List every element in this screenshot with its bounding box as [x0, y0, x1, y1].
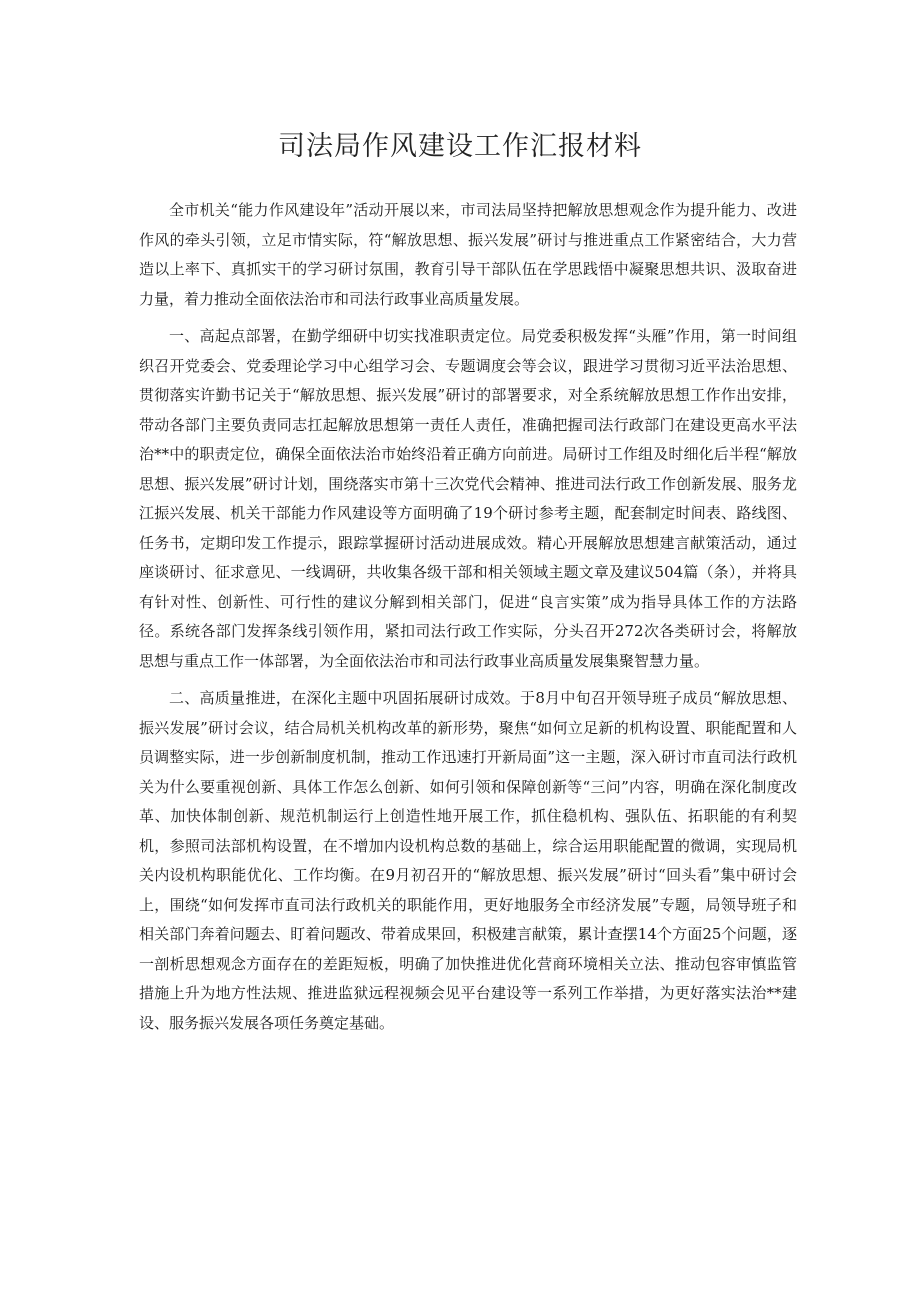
intro-paragraph: 全市机关“能力作风建设年”活动开展以来，市司法局坚持把解放思想观念作为提升能力、改进作风的牵头引领，立足市情实际，符“解放思想、振兴发展”研讨与推进重点工作紧密结合，大力营造以上率下、真抓实干的学习研讨氛围，教育引导干部队伍在学思践悟中凝聚思想共识、汲取奋进力量，着力推动全面依法治市和司法行政事业高质量发展。	[139, 201, 797, 308]
document-title: 司法局作风建设工作汇报材料	[278, 131, 642, 162]
document-body	[139, 196, 797, 1046]
section-two-paragraph: 二、高质量推进，在深化主题中巩固拓展研讨成效。于8月中旬召开领导班子成员“解放思想、振兴发展”研讨会议，结合局机关机构改革的新形势，聚焦“如何立足新的机构设置、职能配置和人员调整实际，进一步创新制度机制，推动工作迅速打开新局面”这一主题，深入研讨市直司法行政机关为什么要重视创新、具体工作怎么创新、如何引领和保障创新等“三问”内容，明确在深化制度改革、加快体制创新、规范机制运行上创造性地开展工作，抓住稳机构、强队伍、拓职能的有利契机，参照司法部机构设置，在不增加内设机构总数的基础上，综合运用职能配置的微调，实现局机关内设机构职能优化、工作均衡。在9月初召开的“解放思想、振兴发展”研讨“回头看”集中研讨会上，围绕“如何发挥市直司法行政机关的职能作用，更好地服务全市经济发展”专题，局领导班子和相关部门奔着问题去、盯着问题改、带着成果回，积极建言献策，累计查摆14个方面25个问题，逐一剖析思想观念方面存在的差距短板，明确了加快推进优化营商环境相关立法、推动包容审慎监管措施上升为地方性法规、推进监狱远程视频会见平台建设等一系列工作举措，为更好落实法治**建设、服务振兴发展各项任务奠定基础。	[139, 689, 797, 1032]
section-one-paragraph: 一、高起点部署，在勤学细研中切实找准职责定位。局党委积极发挥“头雁”作用，第一时间组织召开党委会、党委理论学习中心组学习会、专题调度会等会议，跟进学习贯彻习近平法治思想、贯彻落实许勤书记关于“解放思想、振兴发展”研讨的部署要求，对全系统解放思想工作作出安排，带动各部门主要负责同志扛起解放思想第一责任人责任，准确把握司法行政部门在建设更高水平法治**中的职责定位，确保全面依法治市始终沿着正确方向前进。局研讨工作组及时细化后半程“解放思想、振兴发展”研讨计划，围绕落实市第十三次党代会精神、推进司法行政工作创新发展、服务龙江振兴发展、机关干部能力作风建设等方面明确了19个研讨参考主题，配套制定时间表、路线图、任务书，定期印发工作提示，跟踪掌握研讨活动进展成效。精心开展解放思想建言献策活动，通过座谈研讨、征求意见、一线调研，共收集各级干部和相关领域主题文章及建议504篇（条），并将具有针对性、创新性、可行性的建议分解到相关部门，促进“良言实策”成为指导具体工作的方法路径。系统各部门发挥条线引领作用，紧扣司法行政工作实际，分头召开272次各类研讨会，将解放思想与重点工作一体部署，为全面依法治市和司法行政事业高质量发展集聚智慧力量。	[139, 327, 797, 670]
